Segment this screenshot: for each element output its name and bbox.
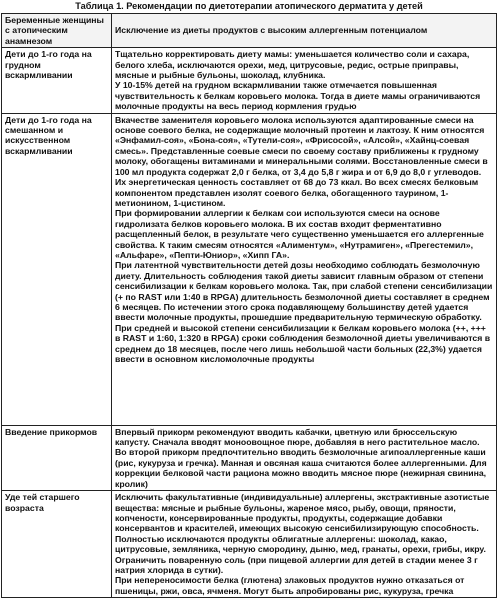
paragraph: При формировании аллергии к белкам сои используются смеси на основе гидролизата белков коровьего молока. В их состав входит ферментативно расщепленный белок, в результате чего существенно уменьшается его аллергенные свойства. К таким смесям относятся «Алиментум», «Нутрамиген», «Прегестемил», «Альфаре», «Пепти-Юниор», «Хипп ГА». bbox=[115, 208, 484, 260]
paragraph: Тщательно корректировать диету мамы: уменьшается количество соли и сахара, белого хлеба, исключаются орехи, мед, цитрусовые, редис, острые приправы, мясные и рыбные бульоны, шоколад, клубника. bbox=[115, 49, 470, 81]
table-row bbox=[2, 425, 497, 490]
row-label: Дети до 1-го года на грудном вскармливании bbox=[2, 48, 112, 113]
paragraph: Впервый прикорм рекомендуют вводить кабачки, цветную или брюссельскую капусту. Сначала вводят монoовощное пюре, добавляя в него растительное масло. Во второй прикорм предпочтительно вводить безмолочные агипоаллергенные каши (рис, кукуруза и гречка). Манная и овсяная каша считаются более аллергенными. Для коррекции белковой части рациона можно вводить мясное пюре (нежирная свинина, кролик) bbox=[115, 426, 487, 489]
row-content bbox=[112, 48, 497, 113]
header-col2: Исключение из диеты продуктов с высоким аллергенным потенциалом bbox=[112, 14, 497, 48]
table-header-row bbox=[2, 14, 497, 48]
paragraph: При непереносимости белка (глютена) злаковых продуктов нужно отказаться от пшеницы, ржи, овса, ячменя. Могут быть апробированы рис, кукуруза, гречка bbox=[115, 575, 465, 596]
table-title: Таблица 1. Рекомендации по диетотерапии атопического дерматита у детей bbox=[75, 1, 423, 11]
paragraph: Вкачестве заменителя коровьего молока используются адаптированные смеси на основе соевого белка, не содержащие молочный протеин и лактозу. К ним относятся «Энфамил-соя», «Бона-соя», «Тутели-соя», «Фрисосой», «Алсой», «Хайнц-соевая смесь». Представленные соевые смеси по своему составу приближены к грудному молоку, обогащены витаминами и минеральными солями. Восстановленные смеси в 100 мл продукта содержат 2,0 г белка, от 3,4 до 5,8 г жира и от 6,9 до 8,0 г углеводов. Их энергетическая ценность составляет от 68 до 73 ккал. Во всех смесях белковым компонентом представлен изолят соевого белка, обогащенного таурином, 1-метионином, 1-цистином. bbox=[115, 114, 488, 208]
row-label: Дети до 1-го года на смешанном и искусственном вскармливании bbox=[2, 113, 112, 425]
row-label: Уде тей старшего возраста bbox=[2, 491, 112, 598]
paragraph: При латентной чувствительности детей дозы необходимо соблюдать безмолочную диету. Длительность соблюдения такой диеты зависит главным образом от степени сенсибилизации к белкам коровьего молока. Так, при слабой степени сенсибилизации (+ по RAST или 1:40 в RPGA) длительность безмолочной диеты составляет в среднем 6 месяцев. По истечении этого срока подавляющему большинству детей удается ввести молочные продукты, прошедшие предварительную термическую обработку. При средней и высокой степени сенсибилизации к белкам коровьего молока (++, +++ в RAST и 1:60, 1:320 в RPGA) сроки соблюдения безмолочной диеты увеличиваются в среднем до 18 месяцев, после чего лишь небольшой части больных (22,3%) удается ввести в основном кисломолочные продукты bbox=[115, 260, 493, 364]
paragraph: Полностью исключаются продукты облигатные аллергены: шоколад, какао, цитрусовые, земляника, черную смородину, дыню, мед, гранаты, орехи, грибы, икру. Ограничить поваренную соль (при пищевой аллергии для детей в стадии менее 3 г натрия хлорида в сутки). bbox=[115, 533, 486, 575]
row-content bbox=[112, 425, 497, 490]
paragraph: У 10-15% детей на грудном вскармливании также отмечается повышенная чувствительность к белкам коровьего молока. Тогда в диете мамы ограничиваются молочные продукты на весь период кормления грудью bbox=[115, 80, 481, 112]
header-col1: Беременные женщины с атопическим анамнезом bbox=[2, 14, 112, 48]
row-content bbox=[112, 491, 497, 598]
table-row bbox=[2, 48, 497, 113]
row-content bbox=[112, 113, 497, 425]
table-row bbox=[2, 491, 497, 598]
row-label: Введение прикормов bbox=[2, 425, 112, 490]
recommendations-table bbox=[1, 13, 497, 598]
paragraph: Исключить факультативные (индивидуальные) аллергены, экстрактивные азотистые вещества: мясные и рыбные бульоны, жареное мясо, рыбу, овощи, пряности, копчености, консервированные продукты, продукты, содержащие добавки консервантов и красителей, имеющих высокую сенсибилизирующую способность. bbox=[115, 492, 490, 534]
table-row bbox=[2, 113, 497, 425]
